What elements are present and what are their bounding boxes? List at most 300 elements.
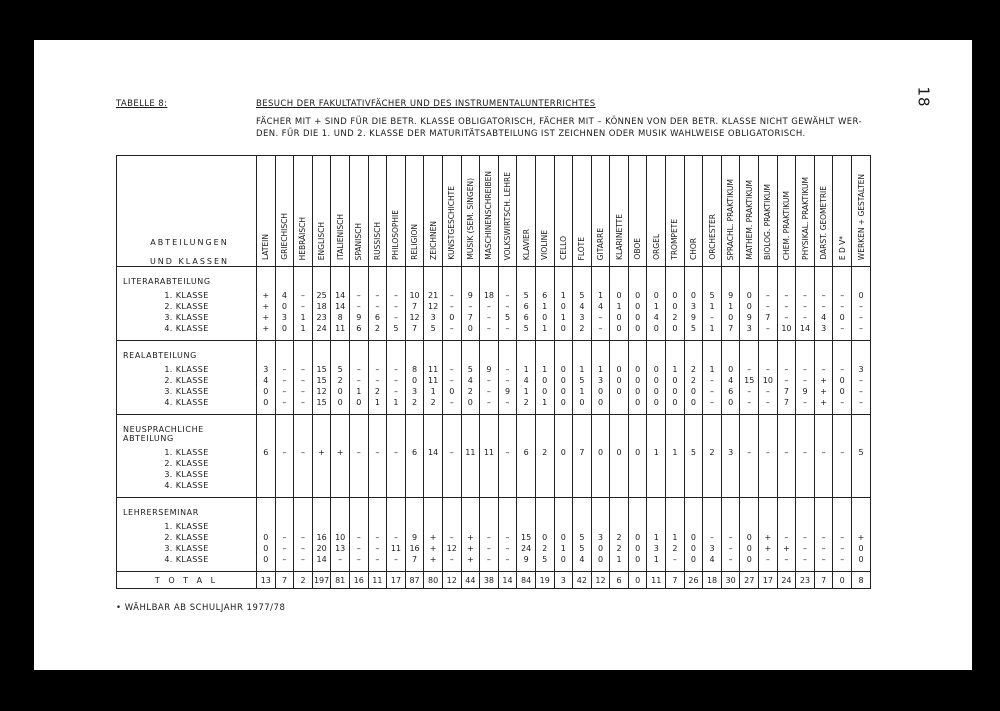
empty-cell bbox=[610, 267, 629, 291]
empty-cell bbox=[610, 341, 629, 365]
table-cell bbox=[387, 480, 406, 491]
empty-cell bbox=[852, 267, 871, 291]
table-cell: – bbox=[349, 290, 368, 301]
empty-cell bbox=[573, 498, 592, 522]
empty-cell bbox=[368, 267, 387, 291]
table-cell bbox=[703, 480, 722, 491]
table-cell: 2 bbox=[684, 364, 703, 375]
table-cell: + bbox=[777, 543, 796, 554]
table-cell: 9 bbox=[461, 290, 480, 301]
table-cell: 2 bbox=[610, 543, 629, 554]
table-cell bbox=[703, 469, 722, 480]
table-cell bbox=[833, 469, 852, 480]
table-cell: 6 bbox=[257, 447, 276, 458]
table-cell: + bbox=[257, 312, 276, 323]
row-label: 3. KLASSE bbox=[117, 386, 257, 397]
table-cell bbox=[852, 458, 871, 469]
table-cell bbox=[610, 458, 629, 469]
empty-cell bbox=[573, 415, 592, 448]
table-cell: 5 bbox=[331, 364, 350, 375]
table-cell: – bbox=[852, 312, 871, 323]
table-cell: – bbox=[852, 386, 871, 397]
table-cell: 1 bbox=[666, 532, 685, 543]
table-cell: – bbox=[368, 554, 387, 565]
table-cell: 3 bbox=[703, 543, 722, 554]
table-cell: 0 bbox=[554, 323, 573, 334]
table-cell: 9 bbox=[721, 290, 740, 301]
column-header bbox=[368, 156, 387, 267]
table-cell: 1 bbox=[294, 312, 313, 323]
table-cell: 0 bbox=[591, 543, 610, 554]
empty-cell bbox=[814, 415, 833, 448]
row-label: 3. KLASSE bbox=[117, 312, 257, 323]
table-cell: – bbox=[480, 532, 499, 543]
table-cell: – bbox=[796, 364, 815, 375]
table-cell bbox=[480, 521, 499, 532]
empty-cell bbox=[275, 341, 294, 365]
column-header-label: BIOLOG. PRAKTIKUM bbox=[763, 183, 773, 260]
table-cell: 0 bbox=[852, 554, 871, 565]
empty-cell bbox=[461, 498, 480, 522]
table-cell: – bbox=[759, 397, 778, 408]
table-cell: 2 bbox=[405, 397, 424, 408]
table-cell: 4 bbox=[573, 301, 592, 312]
table-cell: 2 bbox=[666, 312, 685, 323]
table-cell bbox=[740, 469, 759, 480]
table-cell: – bbox=[294, 290, 313, 301]
table-cell: 4 bbox=[275, 290, 294, 301]
empty-cell bbox=[312, 415, 331, 448]
empty-cell bbox=[480, 498, 499, 522]
column-header bbox=[703, 156, 722, 267]
column-header-label: GITARRE bbox=[595, 227, 605, 260]
table-cell bbox=[349, 480, 368, 491]
column-header-label: DARST. GEOMETRIE bbox=[819, 186, 829, 260]
empty-cell bbox=[684, 341, 703, 365]
table-cell bbox=[517, 469, 536, 480]
table-cell: 0 bbox=[257, 554, 276, 565]
column-header-label: RUSSISCH bbox=[372, 221, 382, 260]
empty-cell bbox=[387, 341, 406, 365]
table-cell bbox=[312, 480, 331, 491]
table-cell: 1 bbox=[368, 397, 387, 408]
empty-cell bbox=[349, 415, 368, 448]
column-header-label: GRIECHISCH bbox=[279, 213, 289, 260]
table-row bbox=[117, 480, 871, 491]
table-cell: 7 bbox=[405, 554, 424, 565]
table-cell bbox=[275, 458, 294, 469]
table-cell: 0 bbox=[666, 301, 685, 312]
column-header bbox=[387, 156, 406, 267]
total-cell: 0 bbox=[833, 572, 852, 589]
empty-cell bbox=[257, 415, 276, 448]
empty-cell bbox=[759, 267, 778, 291]
table-cell: – bbox=[294, 375, 313, 386]
column-header-label: PHILOSOPHIE bbox=[391, 210, 401, 260]
table-cell: – bbox=[777, 532, 796, 543]
empty-cell bbox=[684, 498, 703, 522]
table-cell: 0 bbox=[610, 447, 629, 458]
table-cell bbox=[349, 458, 368, 469]
table-cell: 23 bbox=[312, 312, 331, 323]
table-cell: 0 bbox=[647, 364, 666, 375]
table-cell: 8 bbox=[405, 364, 424, 375]
table-cell bbox=[796, 480, 815, 491]
table-cell: 0 bbox=[535, 532, 554, 543]
table-cell: 5 bbox=[461, 364, 480, 375]
empty-cell bbox=[591, 415, 610, 448]
table-cell: 20 bbox=[312, 543, 331, 554]
table-cell: – bbox=[498, 364, 517, 375]
table-cell bbox=[405, 469, 424, 480]
table-cell bbox=[294, 458, 313, 469]
table-cell: – bbox=[387, 312, 406, 323]
column-header-label: SPANISCH bbox=[354, 222, 364, 260]
empty-cell bbox=[275, 415, 294, 448]
table-cell: 16 bbox=[405, 543, 424, 554]
empty-cell bbox=[424, 267, 443, 291]
table-cell bbox=[535, 521, 554, 532]
table-cell: + bbox=[424, 532, 443, 543]
table-cell: – bbox=[294, 386, 313, 397]
row-label: 2. KLASSE bbox=[117, 532, 257, 543]
column-header-label: LATEIN bbox=[261, 233, 271, 260]
table-cell: 0 bbox=[647, 323, 666, 334]
table-cell: – bbox=[814, 301, 833, 312]
total-cell: 24 bbox=[777, 572, 796, 589]
table-row bbox=[117, 554, 871, 565]
table-cell bbox=[777, 458, 796, 469]
table-cell: – bbox=[833, 447, 852, 458]
table-cell: 24 bbox=[517, 543, 536, 554]
table-cell: 5 bbox=[387, 323, 406, 334]
table-cell: 13 bbox=[331, 543, 350, 554]
table-cell: 1 bbox=[294, 323, 313, 334]
table-cell: 7 bbox=[777, 397, 796, 408]
table-cell: 11 bbox=[461, 447, 480, 458]
table-cell: 0 bbox=[461, 397, 480, 408]
table-cell bbox=[777, 521, 796, 532]
table-cell bbox=[331, 469, 350, 480]
column-header-label: VIOLINE bbox=[540, 230, 550, 260]
table-cell bbox=[554, 469, 573, 480]
table-cell: 9 bbox=[684, 312, 703, 323]
table-cell: + bbox=[759, 543, 778, 554]
table-cell: – bbox=[275, 364, 294, 375]
table-cell: – bbox=[498, 323, 517, 334]
row-label: 1. KLASSE bbox=[117, 521, 257, 532]
table-cell: 0 bbox=[628, 447, 647, 458]
table-cell: – bbox=[294, 532, 313, 543]
empty-cell bbox=[387, 267, 406, 291]
table-cell: 0 bbox=[331, 397, 350, 408]
table-cell: 6 bbox=[535, 290, 554, 301]
corner-header bbox=[117, 156, 257, 267]
table-cell bbox=[312, 469, 331, 480]
table-cell: 24 bbox=[312, 323, 331, 334]
empty-cell bbox=[331, 498, 350, 522]
empty-cell bbox=[480, 341, 499, 365]
table-cell: – bbox=[368, 543, 387, 554]
table-cell: – bbox=[294, 554, 313, 565]
table-cell bbox=[759, 521, 778, 532]
table-cell: 9 bbox=[740, 312, 759, 323]
table-cell: – bbox=[442, 290, 461, 301]
table-cell: 2 bbox=[703, 447, 722, 458]
table-cell bbox=[591, 480, 610, 491]
table-cell: – bbox=[833, 397, 852, 408]
table-cell: 0 bbox=[666, 323, 685, 334]
column-header bbox=[554, 156, 573, 267]
table-cell: 3 bbox=[591, 532, 610, 543]
note-line-2: DEN. FÜR DIE 1. UND 2. KLASSE DER MATURITÄTSABTEILUNG IST ZEICHNEN ODER MUSIK WAHLWEISE OBLIGATORISCH. bbox=[256, 129, 806, 139]
table-cell: – bbox=[387, 364, 406, 375]
table-cell: 2 bbox=[331, 375, 350, 386]
total-row bbox=[117, 572, 871, 589]
empty-cell bbox=[387, 415, 406, 448]
empty-cell bbox=[703, 267, 722, 291]
table-cell bbox=[498, 521, 517, 532]
table-cell: 3 bbox=[852, 364, 871, 375]
table-cell: 4 bbox=[647, 312, 666, 323]
total-cell: 87 bbox=[405, 572, 424, 589]
table-cell bbox=[517, 458, 536, 469]
table-cell bbox=[461, 469, 480, 480]
total-cell: 2 bbox=[294, 572, 313, 589]
row-label: 4. KLASSE bbox=[117, 397, 257, 408]
table-cell bbox=[814, 480, 833, 491]
table-cell: – bbox=[387, 386, 406, 397]
empty-cell bbox=[796, 498, 815, 522]
table-cell: 1 bbox=[535, 323, 554, 334]
table-cell: + bbox=[814, 397, 833, 408]
table-cell bbox=[740, 480, 759, 491]
table-cell: 3 bbox=[591, 375, 610, 386]
table-cell: 6 bbox=[349, 323, 368, 334]
empty-cell bbox=[647, 341, 666, 365]
table-cell: 10 bbox=[405, 290, 424, 301]
table-cell: – bbox=[480, 375, 499, 386]
column-header-label: OBOE bbox=[633, 238, 643, 260]
table-cell: – bbox=[442, 323, 461, 334]
table-cell: – bbox=[294, 364, 313, 375]
table-cell: – bbox=[442, 364, 461, 375]
table-cell: 0 bbox=[591, 554, 610, 565]
table-cell: – bbox=[796, 375, 815, 386]
empty-cell bbox=[405, 415, 424, 448]
section-header-row bbox=[117, 498, 871, 522]
table-cell: – bbox=[740, 447, 759, 458]
empty-cell bbox=[405, 267, 424, 291]
table-row bbox=[117, 323, 871, 334]
table-cell: 7 bbox=[721, 323, 740, 334]
table-cell: 25 bbox=[312, 290, 331, 301]
table-cell: 1 bbox=[666, 447, 685, 458]
empty-cell bbox=[498, 498, 517, 522]
note-line-1: FÄCHER MIT + SIND FÜR DIE BETR. KLASSE OBLIGATORISCH, FÄCHER MIT – KÖNNEN VON DER BETR. KLASSE NICHT GEWÄHLT WER- bbox=[256, 117, 862, 127]
empty-cell bbox=[535, 341, 554, 365]
table-cell: 10 bbox=[777, 323, 796, 334]
table-cell: – bbox=[759, 364, 778, 375]
table-cell: 1 bbox=[610, 301, 629, 312]
table-cell: – bbox=[833, 301, 852, 312]
table-cell: – bbox=[442, 554, 461, 565]
row-label: 2. KLASSE bbox=[117, 375, 257, 386]
column-header bbox=[331, 156, 350, 267]
table-cell bbox=[424, 469, 443, 480]
table-cell bbox=[759, 458, 778, 469]
table-cell bbox=[721, 458, 740, 469]
table-cell: 2 bbox=[368, 386, 387, 397]
column-header-label: ITALIENISCH bbox=[335, 214, 345, 260]
table-cell bbox=[294, 521, 313, 532]
column-header bbox=[666, 156, 685, 267]
empty-cell bbox=[833, 415, 852, 448]
table-row bbox=[117, 375, 871, 386]
table-cell: – bbox=[721, 554, 740, 565]
empty-cell bbox=[498, 341, 517, 365]
table-cell bbox=[368, 480, 387, 491]
table-cell: 0 bbox=[740, 554, 759, 565]
table-cell: – bbox=[349, 543, 368, 554]
table-cell: – bbox=[759, 301, 778, 312]
table-cell: 7 bbox=[777, 386, 796, 397]
table-cell: 0 bbox=[721, 397, 740, 408]
section-header-row bbox=[117, 341, 871, 365]
empty-cell bbox=[275, 498, 294, 522]
column-header bbox=[257, 156, 276, 267]
column-header-label: FLÖTE bbox=[577, 236, 587, 260]
table-cell: 0 bbox=[554, 447, 573, 458]
empty-cell bbox=[498, 267, 517, 291]
table-cell: 5 bbox=[852, 447, 871, 458]
column-header bbox=[721, 156, 740, 267]
table-cell bbox=[535, 480, 554, 491]
empty-cell bbox=[777, 341, 796, 365]
table-cell: 1 bbox=[647, 554, 666, 565]
section-title: LITERARABTEILUNG bbox=[117, 267, 257, 291]
table-cell: + bbox=[257, 323, 276, 334]
table-cell: 0 bbox=[591, 447, 610, 458]
table-cell: 3 bbox=[405, 386, 424, 397]
empty-cell bbox=[796, 267, 815, 291]
table-cell: 0 bbox=[740, 543, 759, 554]
table-row bbox=[117, 312, 871, 323]
empty-cell bbox=[833, 267, 852, 291]
empty-cell bbox=[294, 267, 313, 291]
table-cell: 2 bbox=[424, 397, 443, 408]
table-cell: 0 bbox=[535, 312, 554, 323]
table-cell bbox=[349, 469, 368, 480]
table-cell: 0 bbox=[554, 532, 573, 543]
empty-cell bbox=[721, 415, 740, 448]
column-header-label: ORCHESTER bbox=[707, 214, 717, 260]
table-cell: 11 bbox=[387, 543, 406, 554]
table-cell bbox=[796, 469, 815, 480]
table-cell: 4 bbox=[517, 375, 536, 386]
column-header bbox=[610, 156, 629, 267]
table-cell: – bbox=[814, 290, 833, 301]
table-cell: 0 bbox=[331, 386, 350, 397]
empty-cell bbox=[498, 415, 517, 448]
table-cell: – bbox=[666, 554, 685, 565]
table-row bbox=[117, 397, 871, 408]
table-cell: 5 bbox=[517, 290, 536, 301]
empty-cell bbox=[442, 267, 461, 291]
table-cell: – bbox=[721, 532, 740, 543]
empty-cell bbox=[721, 341, 740, 365]
empty-cell bbox=[777, 498, 796, 522]
column-header bbox=[573, 156, 592, 267]
empty-cell bbox=[666, 415, 685, 448]
table-cell: – bbox=[480, 323, 499, 334]
table-cell: 21 bbox=[424, 290, 443, 301]
table-cell: – bbox=[796, 447, 815, 458]
table-cell bbox=[368, 458, 387, 469]
empty-cell bbox=[610, 415, 629, 448]
table-cell: + bbox=[461, 554, 480, 565]
table-cell: 0 bbox=[591, 397, 610, 408]
section-title: LEHRERSEMINAR bbox=[117, 498, 257, 522]
table-cell: – bbox=[740, 397, 759, 408]
table-cell: 0 bbox=[442, 386, 461, 397]
empty-cell bbox=[721, 498, 740, 522]
table-cell: 6 bbox=[517, 447, 536, 458]
table-cell: 2 bbox=[461, 386, 480, 397]
table-cell bbox=[740, 521, 759, 532]
empty-cell bbox=[294, 341, 313, 365]
empty-cell bbox=[591, 341, 610, 365]
table-cell: 0 bbox=[554, 386, 573, 397]
empty-cell bbox=[666, 267, 685, 291]
table-cell: 1 bbox=[424, 386, 443, 397]
table-cell bbox=[257, 458, 276, 469]
table-cell: 0 bbox=[647, 375, 666, 386]
table-cell bbox=[628, 521, 647, 532]
empty-cell bbox=[368, 341, 387, 365]
table-cell bbox=[275, 469, 294, 480]
table-cell bbox=[591, 458, 610, 469]
column-header-label: PHYSIKAL. PRAKTIKUM bbox=[800, 177, 810, 260]
table-cell: 1 bbox=[591, 364, 610, 375]
table-cell: 0 bbox=[833, 375, 852, 386]
total-cell: 13 bbox=[257, 572, 276, 589]
total-cell: 38 bbox=[480, 572, 499, 589]
table-cell bbox=[312, 458, 331, 469]
row-label: 4. KLASSE bbox=[117, 323, 257, 334]
table-cell bbox=[461, 480, 480, 491]
table-cell bbox=[517, 480, 536, 491]
row-label: 4. KLASSE bbox=[117, 554, 257, 565]
table-cell: – bbox=[777, 375, 796, 386]
empty-cell bbox=[777, 415, 796, 448]
table-cell: 0 bbox=[628, 532, 647, 543]
table-cell: 0 bbox=[684, 532, 703, 543]
table-cell: 5 bbox=[424, 323, 443, 334]
empty-cell bbox=[257, 267, 276, 291]
empty-cell bbox=[331, 341, 350, 365]
total-cell: 12 bbox=[442, 572, 461, 589]
table-cell bbox=[684, 458, 703, 469]
empty-cell bbox=[684, 415, 703, 448]
empty-cell bbox=[517, 267, 536, 291]
table-cell: – bbox=[796, 290, 815, 301]
column-header bbox=[591, 156, 610, 267]
table-cell: – bbox=[368, 301, 387, 312]
table-cell bbox=[759, 480, 778, 491]
table-cell: 0 bbox=[628, 323, 647, 334]
table-cell bbox=[628, 469, 647, 480]
